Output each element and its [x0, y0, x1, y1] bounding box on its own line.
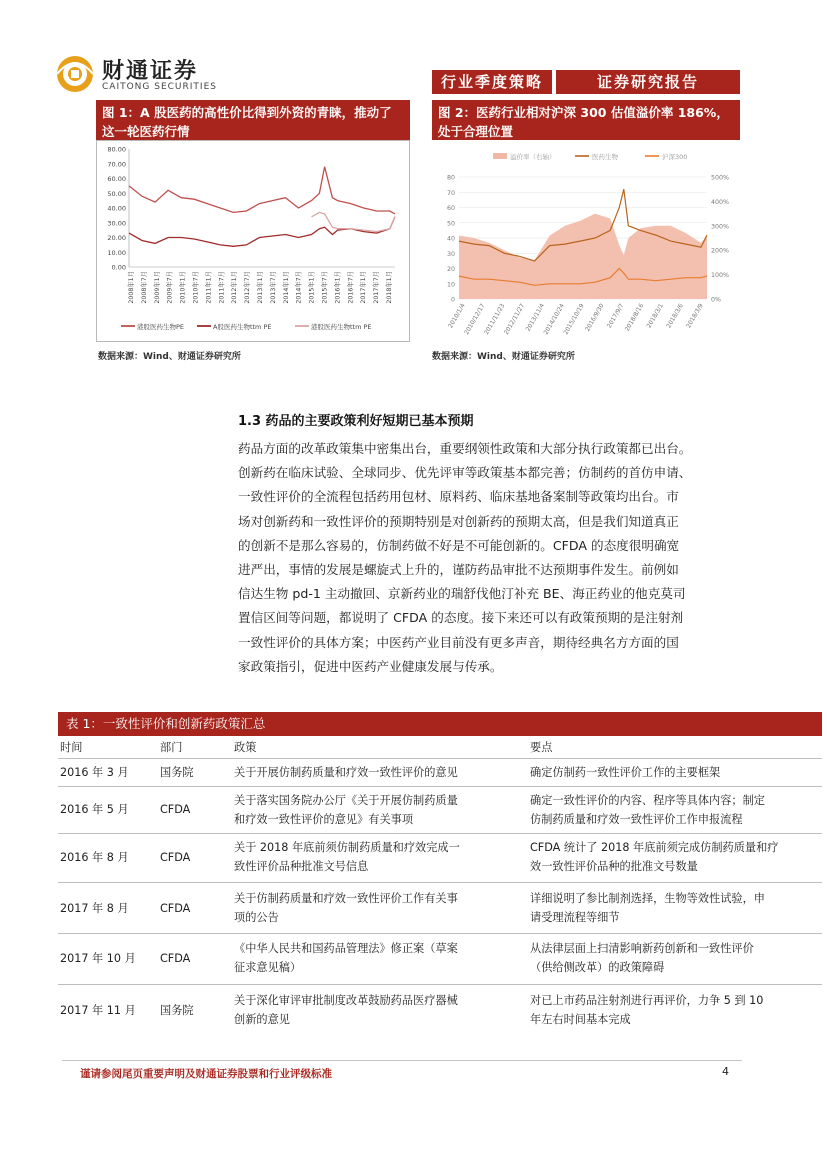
x-tick-label: 2016年1月: [334, 271, 342, 304]
x-tick-label: 2015年1月: [308, 271, 316, 304]
table-cell-dept: 国务院: [160, 1004, 194, 1017]
logo-english: CAITONG SECURITIES: [102, 82, 217, 92]
x-tick-label: 2017年7月: [373, 271, 381, 304]
paragraph-line: 的创新不是那么容易的，仿制药做不好是不可能创新的。CFDA 的态度很明确宽: [238, 537, 680, 553]
y-tick-label: 10.00: [107, 248, 126, 257]
x-tick-label: 2011/11/23: [483, 302, 507, 336]
table-cell-point: 请受理流程等细节: [530, 911, 620, 924]
table-cell-policy: 关于开展仿制药质量和疗效一致性评价的意见: [234, 766, 458, 779]
header-tab-strategy: 行业季度策略: [432, 70, 552, 94]
table-cell-point: 确定仿制药一致性评价工作的主要框架: [530, 766, 721, 779]
y-left-tick-label: 80: [446, 174, 455, 182]
x-tick-label: 2014年7月: [295, 271, 303, 304]
figure2-title: 图 2：医药行业相对沪深 300 估值溢价率 186%，处于合理位置: [432, 100, 740, 144]
table-cell-point: 仿制药质量和疗效一致性评价工作申报流程: [530, 813, 743, 826]
table-title: 表 1：一致性评价和创新药政策汇总: [58, 712, 822, 736]
table-cell-time: 2016 年 8 月: [60, 851, 129, 864]
paragraph-line: 置信区间等问题，都说明了 CFDA 的态度。接下来还可以有政策预期的是注射剂: [238, 610, 684, 626]
paragraph-line: 药品方面的改革政策集中密集出台，重要纲领性政策和大部分执行政策都已出台。: [238, 441, 692, 456]
y-left-tick-label: 30: [446, 250, 455, 258]
section-title: 1.3 药品的主要政策利好短期已基本预期: [238, 414, 474, 429]
table-header-dept: 部门: [160, 741, 183, 754]
y-left-tick-label: 70: [446, 189, 455, 197]
x-tick-label: 2008年1月: [128, 271, 135, 304]
x-tick-label: 2014年1月: [282, 271, 290, 304]
x-tick-label: 2012/11/27: [502, 302, 527, 336]
x-tick-label: 2018/3/9: [685, 302, 705, 330]
header-tab-report: 证券研究报告: [556, 70, 740, 94]
y-right-tick-label: 300%: [711, 223, 730, 231]
x-tick-label: 2008年7月: [140, 271, 148, 304]
legend-label: 医药生物: [592, 153, 618, 161]
x-tick-label: 2009年7月: [166, 271, 174, 304]
x-tick-label: 2009年1月: [153, 271, 161, 304]
table-divider: [58, 833, 822, 834]
y-right-tick-label: 400%: [711, 198, 730, 206]
table-cell-policy: 创新的意见: [234, 1013, 290, 1026]
table-cell-policy: 项的公告: [234, 911, 279, 924]
footer-disclaimer: 谨请参阅尾页重要声明及财通证券股票和行业评级标准: [80, 1068, 332, 1080]
legend-label: A股医药生物ttm PE: [213, 323, 272, 331]
x-tick-label: 2012年1月: [231, 271, 239, 304]
table-cell-point: CFDA 统计了 2018 年底前须完成仿制药质量和疗: [530, 841, 779, 854]
table-cell-policy: 和疗效一致性评价的意见》有关事项: [234, 813, 414, 826]
x-tick-label: 2010/12/17: [463, 302, 487, 336]
y-tick-label: 60.00: [107, 175, 126, 183]
x-tick-label: 2010年7月: [192, 271, 200, 304]
table-cell-point: （供给侧改革）的政策障碍: [530, 961, 665, 974]
table-cell-time: 2016 年 5 月: [60, 803, 129, 816]
table-cell-dept: CFDA: [160, 902, 191, 915]
paragraph-line: 创新药在临床试验、全球同步、优先评审等政策基本都完善；仿制药的首仿申请、: [238, 465, 692, 481]
x-tick-label: 2018/3/6: [665, 302, 685, 330]
x-tick-label: 2017/9/7: [605, 302, 626, 330]
y-right-tick-label: 0%: [711, 296, 721, 304]
legend-label: 港股医药生物PE: [137, 323, 185, 331]
table-cell-time: 2017 年 8 月: [60, 902, 129, 915]
x-tick-label: 2012年7月: [244, 271, 252, 304]
x-tick-label: 2016年7月: [347, 271, 355, 304]
figure2-source: 数据来源：Wind、财通证券研究所: [432, 352, 575, 362]
paragraph-line: 一致性评价的全流程包括药用包材、原料药、临床基地备案制等政策均出台。市: [238, 489, 679, 505]
x-tick-label: 2015年7月: [321, 271, 329, 304]
table-cell-time: 2016 年 3 月: [60, 766, 129, 779]
table-cell-policy: 关于落实国务院办公厅《关于开展仿制药质量: [234, 794, 458, 807]
y-right-tick-label: 200%: [711, 247, 730, 255]
table-cell-dept: CFDA: [160, 803, 191, 816]
table-cell-time: 2017 年 11 月: [60, 1004, 136, 1017]
x-tick-label: 2011年1月: [205, 271, 213, 304]
logo-name: 财通证券: [102, 59, 199, 84]
table-cell-policy: 关于仿制药质量和疗效一致性评价工作有关事: [234, 892, 458, 905]
y-tick-label: 20.00: [107, 234, 126, 242]
paragraph-line: 家政策指引，促进中医药产业健康发展与传承。: [238, 658, 503, 674]
table-divider: [58, 933, 822, 934]
x-tick-label: 2018年1月: [386, 271, 393, 304]
table-cell-dept: 国务院: [160, 766, 194, 779]
table-divider: [58, 786, 822, 787]
table-cell-time: 2017 年 10 月: [60, 952, 136, 965]
x-tick-label: 2010/1/4: [447, 302, 467, 330]
table-header-policy: 政策: [234, 741, 257, 754]
x-tick-label: 2017年1月: [360, 271, 368, 304]
x-tick-label: 2014/10/24: [542, 302, 566, 336]
y-left-tick-label: 20: [446, 266, 455, 273]
table-cell-dept: CFDA: [160, 952, 191, 965]
legend-label: 沪深300: [662, 153, 688, 161]
table-cell-policy: 关于深化审评审批制度改革鼓励药品医疗器械: [234, 994, 458, 1007]
legend-label: 溢价率（右轴）: [510, 153, 556, 161]
table-divider: [58, 984, 822, 985]
table-header-point: 要点: [530, 741, 553, 754]
legend-label: 港股医药生物ttm PE: [311, 323, 372, 331]
x-tick-label: 2018/8/16: [623, 302, 646, 333]
table-cell-point: 确定一致性评价的内容、程序等具体内容；制定: [530, 794, 765, 807]
footer-rule: [62, 1060, 742, 1061]
x-tick-label: 2011年7月: [218, 271, 226, 304]
x-tick-label: 2013年1月: [257, 271, 264, 304]
table-header-time: 时间: [60, 741, 83, 754]
table-cell-point: 对已上市药品注射剂进行再评价，力争 5 到 10: [530, 994, 764, 1007]
table-cell-dept: CFDA: [160, 851, 191, 864]
y-left-tick-label: 60: [446, 205, 455, 212]
x-tick-label: 2018/3/1: [645, 302, 666, 330]
paragraph-line: 进严出，事情的发展是螺旋式上升的，谨防药品审批不达预期事件发生。前例如: [238, 562, 679, 578]
y-left-tick-label: 50: [446, 220, 455, 228]
y-tick-label: 50.00: [107, 189, 126, 198]
x-tick-label: 2013/11/4: [524, 302, 547, 333]
paragraph-line: 信达生物 pd-1 主动撤回、京新药业的瑞舒伐他汀补充 BE、海正药业的他克莫司: [238, 586, 686, 602]
table-cell-point: 效一致性评价品种的批准文号数量: [530, 860, 698, 873]
paragraph-line: 场对创新药和一致性评价的预期特别是对创新药的预期太高，但是我们知道真正: [238, 513, 679, 529]
table-cell-policy: 关于 2018 年底前须仿制药质量和疗效完成一: [234, 841, 460, 854]
table-cell-point: 详细说明了参比制剂选择，生物等效性试验，申: [530, 892, 765, 905]
table-cell-point: 年左右时间基本完成: [530, 1013, 631, 1026]
paragraph-line: 一致性评价的具体方案；中医药产业目前没有更多声音，期待经典名方方面的国: [238, 634, 679, 650]
x-tick-label: 2013年7月: [269, 271, 277, 304]
y-tick-label: 80.00: [107, 145, 126, 154]
page-number: 4: [722, 1065, 729, 1078]
y-tick-label: 0.00: [111, 263, 126, 272]
x-tick-label: 2010年1月: [179, 271, 187, 304]
table-divider: [58, 882, 822, 883]
table-cell-policy: 致性评价品种批准文号信息: [234, 860, 369, 873]
table-cell-policy: 征求意见稿）: [234, 961, 302, 974]
table-cell-policy: 《中华人民共和国药品管理法》修正案（草案: [234, 942, 458, 955]
y-right-tick-label: 100%: [711, 272, 730, 280]
y-left-tick-label: 40: [446, 235, 455, 243]
x-tick-label: 2016/9/30: [584, 302, 606, 333]
y-tick-label: 30.00: [107, 219, 126, 228]
figure1-title: 图 1：A 股医药的高性价比得到外资的青睐，推动了这一轮医药行情: [96, 100, 410, 144]
table-cell-point: 从法律层面上扫清影响新药创新和一致性评价: [530, 942, 754, 955]
y-left-tick-label: 0: [450, 296, 455, 304]
table-divider: [58, 758, 822, 759]
y-tick-label: 40.00: [107, 204, 126, 213]
figure1-source: 数据来源：Wind、财通证券研究所: [98, 352, 241, 362]
x-tick-label: 2015/10/19: [562, 302, 586, 336]
y-tick-label: 70.00: [107, 160, 126, 169]
y-left-tick-label: 10: [446, 281, 455, 289]
y-right-tick-label: 500%: [711, 174, 730, 182]
